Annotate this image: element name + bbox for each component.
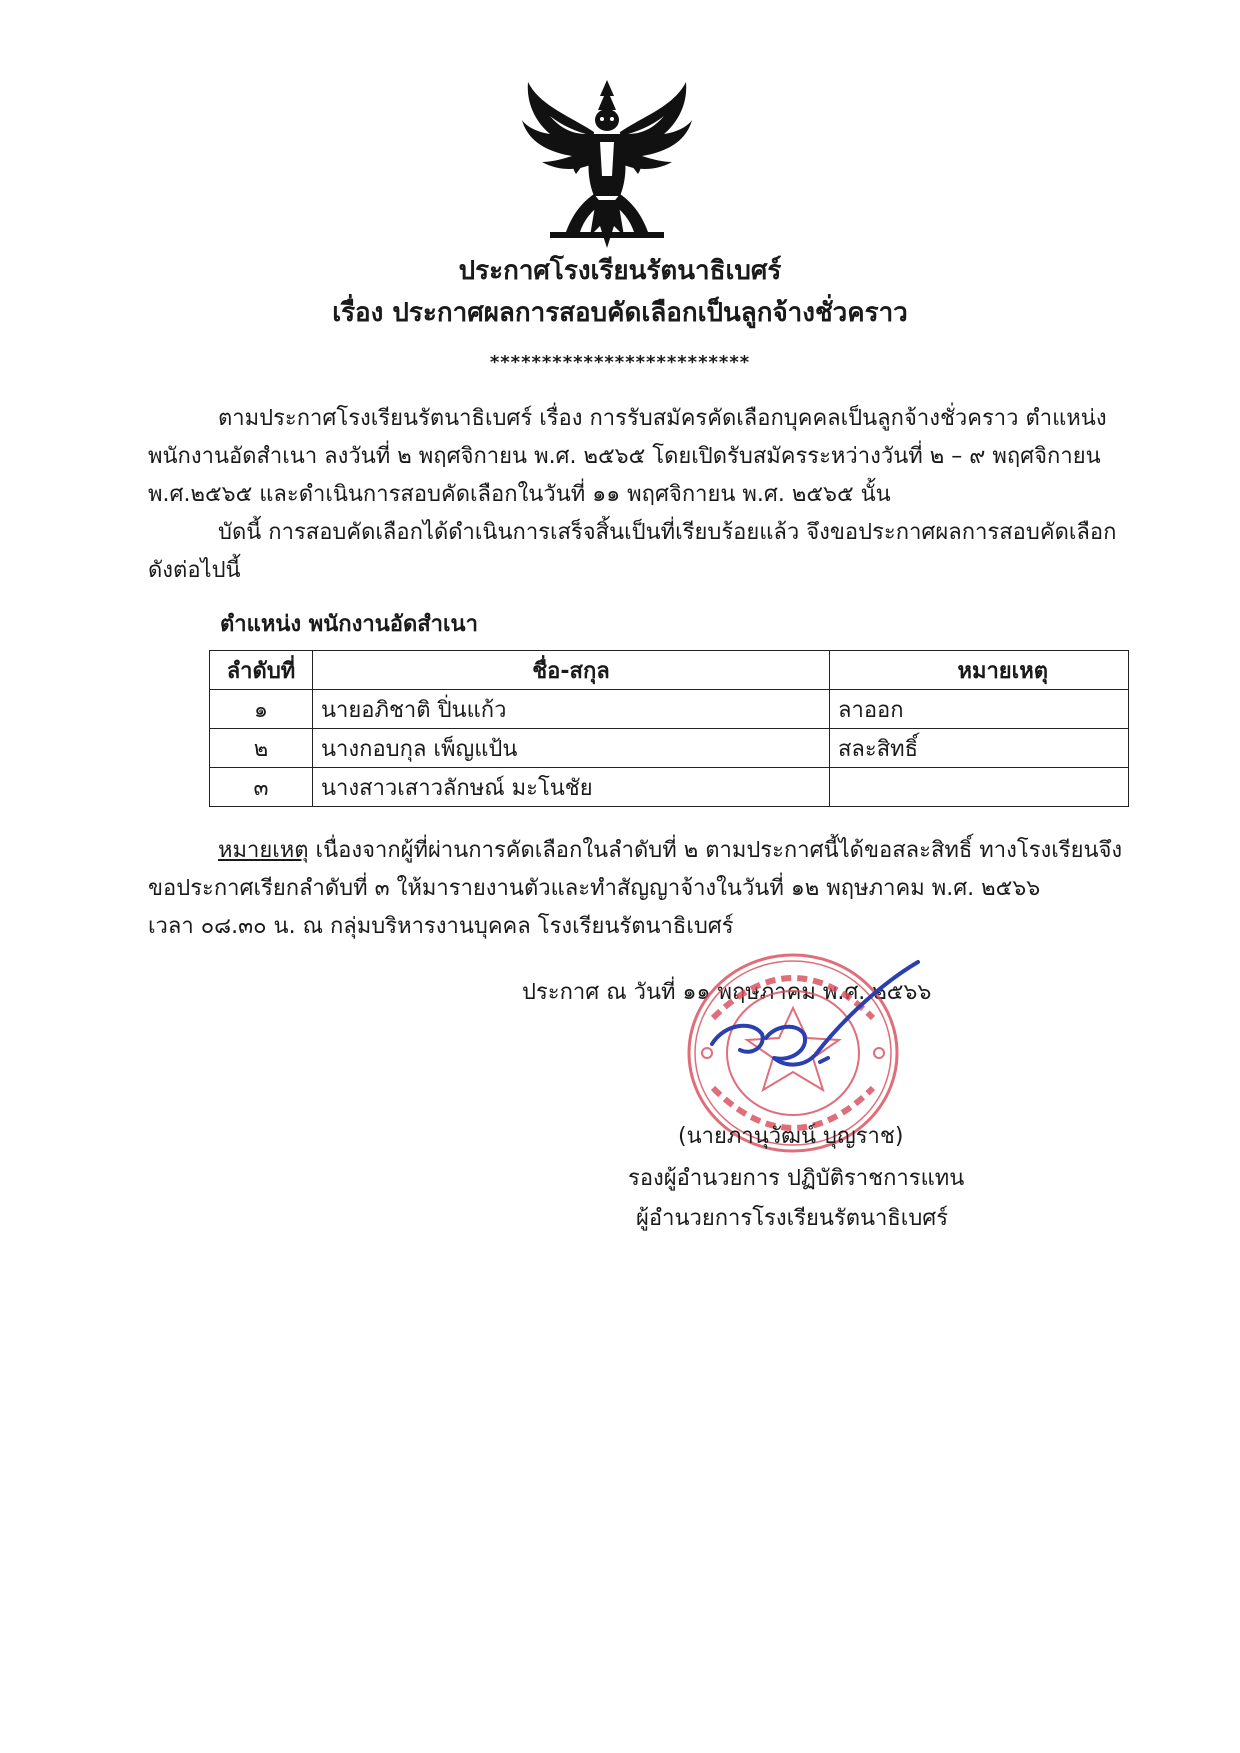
result-line-1: บัดนี้ การสอบคัดเลือกได้ดำเนินการเสร็จสิ้นเป็นที่เรียบร้อยแล้ว จึงขอประกาศผลการสอบคัดเลือก <box>218 520 1117 545</box>
results-table <box>209 650 1129 807</box>
row-name: นายอภิชาติ ปิ่นแก้ว <box>313 690 830 729</box>
table-row <box>210 729 1129 768</box>
announcement-date: ประกาศ ณ วันที่ ๑๑ พฤษภาคม พ.ศ. ๒๕๖๖ <box>522 980 932 1005</box>
intro-line-2: พนักงานอัดสำเนา ลงวันที่ ๒ พฤศจิกายน พ.ศ. ๒๕๖๕ โดยเปิดรับสมัครระหว่างวันที่ ๒ – ๙ พฤศจิกายน <box>148 444 1101 469</box>
intro-line-3: พ.ศ.๒๕๖๕ และดำเนินการสอบคัดเลือกในวันที่ ๑๑ พฤศจิกายน พ.ศ. ๒๕๖๕ นั้น <box>148 482 891 507</box>
signer-name: (นายภานุวัฒน์ บุญราช) <box>678 1124 904 1149</box>
column-header-order: ลำดับที่ <box>210 651 313 690</box>
table-row <box>210 690 1129 729</box>
column-header-remark: หมายเหตุ <box>830 651 1129 690</box>
signer-position-line-1: รองผู้อำนวยการ ปฏิบัติราชการแทน <box>628 1166 965 1191</box>
row-name: นางสาวเสาวลักษณ์ มะโนชัย <box>313 768 830 807</box>
position-heading: ตำแหน่ง พนักงานอัดสำเนา <box>220 612 478 637</box>
result-paragraph <box>148 514 1117 590</box>
announcement-subject: เรื่อง ประกาศผลการสอบคัดเลือกเป็นลูกจ้างชั่วคราว <box>332 298 908 328</box>
row-remark <box>830 768 1129 807</box>
row-remark: สละสิทธิ์ <box>830 729 1129 768</box>
note-label: หมายเหตุ <box>218 838 309 863</box>
row-order: ๓ <box>210 768 313 807</box>
column-header-name: ชื่อ-สกุล <box>313 651 830 690</box>
signer-position-line-2: ผู้อำนวยการโรงเรียนรัตนาธิเบศร์ <box>636 1206 949 1231</box>
note-line-1: เนื่องจากผู้ที่ผ่านการคัดเลือกในลำดับที่ ๒ ตามประกาศนี้ได้ขอสละสิทธิ์ ทางโรงเรียนจึง <box>308 838 1123 863</box>
table-header-row <box>210 651 1129 690</box>
intro-paragraph <box>148 400 1107 514</box>
garuda-emblem-icon <box>520 76 694 252</box>
intro-line-1: ตามประกาศโรงเรียนรัตนาธิเบศร์ เรื่อง การรับสมัครคัดเลือกบุคคลเป็นลูกจ้างชั่วคราว ตำแหน่ง <box>218 406 1107 431</box>
announcement-title: ประกาศโรงเรียนรัตนาธิเบศร์ <box>458 256 782 286</box>
note-paragraph <box>148 832 1123 946</box>
row-order: ๑ <box>210 690 313 729</box>
note-line-3: เวลา ๐๘.๓๐ น. ณ กลุ่มบริหารงานบุคคล โรงเรียนรัตนาธิเบศร์ <box>148 914 734 939</box>
separator-stars: ************************* <box>489 352 751 373</box>
row-order: ๒ <box>210 729 313 768</box>
note-line-2: ขอประกาศเรียกลำดับที่ ๓ ให้มารายงานตัวและทำสัญญาจ้างในวันที่ ๑๒ พฤษภาคม พ.ศ. ๒๕๖๖ <box>148 876 1041 901</box>
result-line-2: ดังต่อไปนี้ <box>148 558 241 583</box>
row-name: นางกอบกุล เพ็ญแป้น <box>313 729 830 768</box>
signature-icon <box>704 958 934 1108</box>
table-row <box>210 768 1129 807</box>
row-remark: ลาออก <box>830 690 1129 729</box>
